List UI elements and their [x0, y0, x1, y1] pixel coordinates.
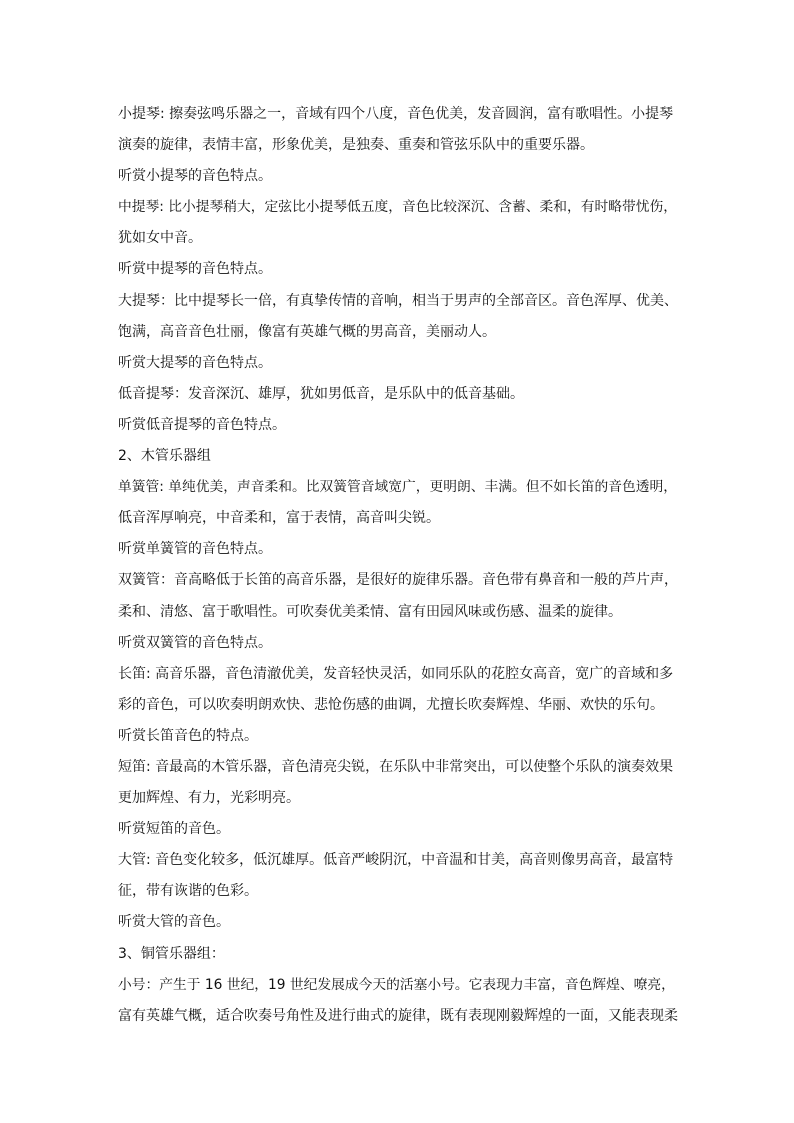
text-line: 长笛: 高音乐器，音色清澈优美，发音轻快灵活，如同乐队的花腔女高音，宽广的音域和多 [118, 665, 674, 682]
text-line: 低音浑厚响亮，中音柔和，富于表情，高音叫尖锐。 [118, 510, 440, 527]
text-line: 听赏双簧管的音色特点。 [118, 634, 272, 651]
text-line: 听赏大管的音色。 [118, 914, 230, 931]
text-line: 小号：产生于 16 世纪，19 世纪发展成今天的活塞小号。它表现力丰富，音色辉煌、嘹亮， [118, 976, 675, 993]
text-line: 听赏中提琴的音色特点。 [118, 261, 272, 278]
text-line: 演奏的旋律，表情丰富，形象优美，是独奏、重奏和管弦乐队中的重要乐器。 [118, 137, 594, 154]
text-line: 柔和、清悠、富于歌唱性。可吹奏优美柔情、富有田园风味或伤感、温柔的旋律。 [118, 603, 622, 620]
section-heading: 2、木管乐器组 [118, 448, 211, 465]
text-line: 征，带有诙谐的色彩。 [118, 883, 258, 900]
text-line: 饱满，高音音色壮丽，像富有英雄气概的男高音，美丽动人。 [118, 323, 496, 340]
text-line: 短笛: 音最高的木管乐器，音色清亮尖锐，在乐队中非常突出，可以使整个乐队的演奏效果 [118, 758, 674, 775]
text-line: 听赏长笛音色的特点。 [118, 727, 258, 744]
text-line: 单簧管: 单纯优美，声音柔和。比双簧管音域宽广，更明朗、丰满。但不如长笛的音色透明， [118, 479, 678, 496]
text-line: 彩的音色，可以吹奏明朗欢快、悲怆伤感的曲调，尤擅长吹奏辉煌、华丽、欢快的乐句。 [118, 696, 664, 713]
text-line: 大管: 音色变化较多，低沉雄厚。低音严峻阴沉，中音温和甘美，高音则像男高音，最富特 [118, 852, 674, 869]
text-line: 更加辉煌、有力，光彩明亮。 [118, 790, 300, 807]
text-line: 富有英雄气概，适合吹奏号角性及进行曲式的旋律，既有表现刚毅辉煌的一面，又能表现柔 [118, 1007, 678, 1024]
text-line: 听赏大提琴的音色特点。 [118, 354, 272, 371]
text-line: 双簧管：音高略低于长笛的高音乐器，是很好的旋律乐器。音色带有鼻音和一般的芦片声， [118, 572, 678, 589]
text-line: 听赏小提琴的音色特点。 [118, 168, 272, 185]
document-body [118, 99, 678, 1032]
text-line: 听赏低音提琴的音色特点。 [118, 416, 286, 433]
text-line: 听赏短笛的音色。 [118, 821, 230, 838]
text-line: 中提琴: 比小提琴稍大，定弦比小提琴低五度，音色比较深沉、含蓄、柔和，有时略带忧伤， [118, 199, 678, 216]
text-line: 低音提琴：发音深沉、雄厚，犹如男低音，是乐队中的低音基础。 [118, 385, 524, 402]
text-line: 小提琴: 擦奏弦鸣乐器之一，音域有四个八度，音色优美，发音圆润，富有歌唱性。小提琴 [118, 106, 674, 122]
section-heading: 3、铜管乐器组： [118, 945, 225, 962]
text-line: 犹如女中音。 [118, 230, 202, 247]
text-line: 听赏单簧管的音色特点。 [118, 541, 272, 558]
text-line: 大提琴：比中提琴长一倍，有真挚传情的音响，相当于男声的全部音区。音色浑厚、优美、 [118, 292, 678, 309]
